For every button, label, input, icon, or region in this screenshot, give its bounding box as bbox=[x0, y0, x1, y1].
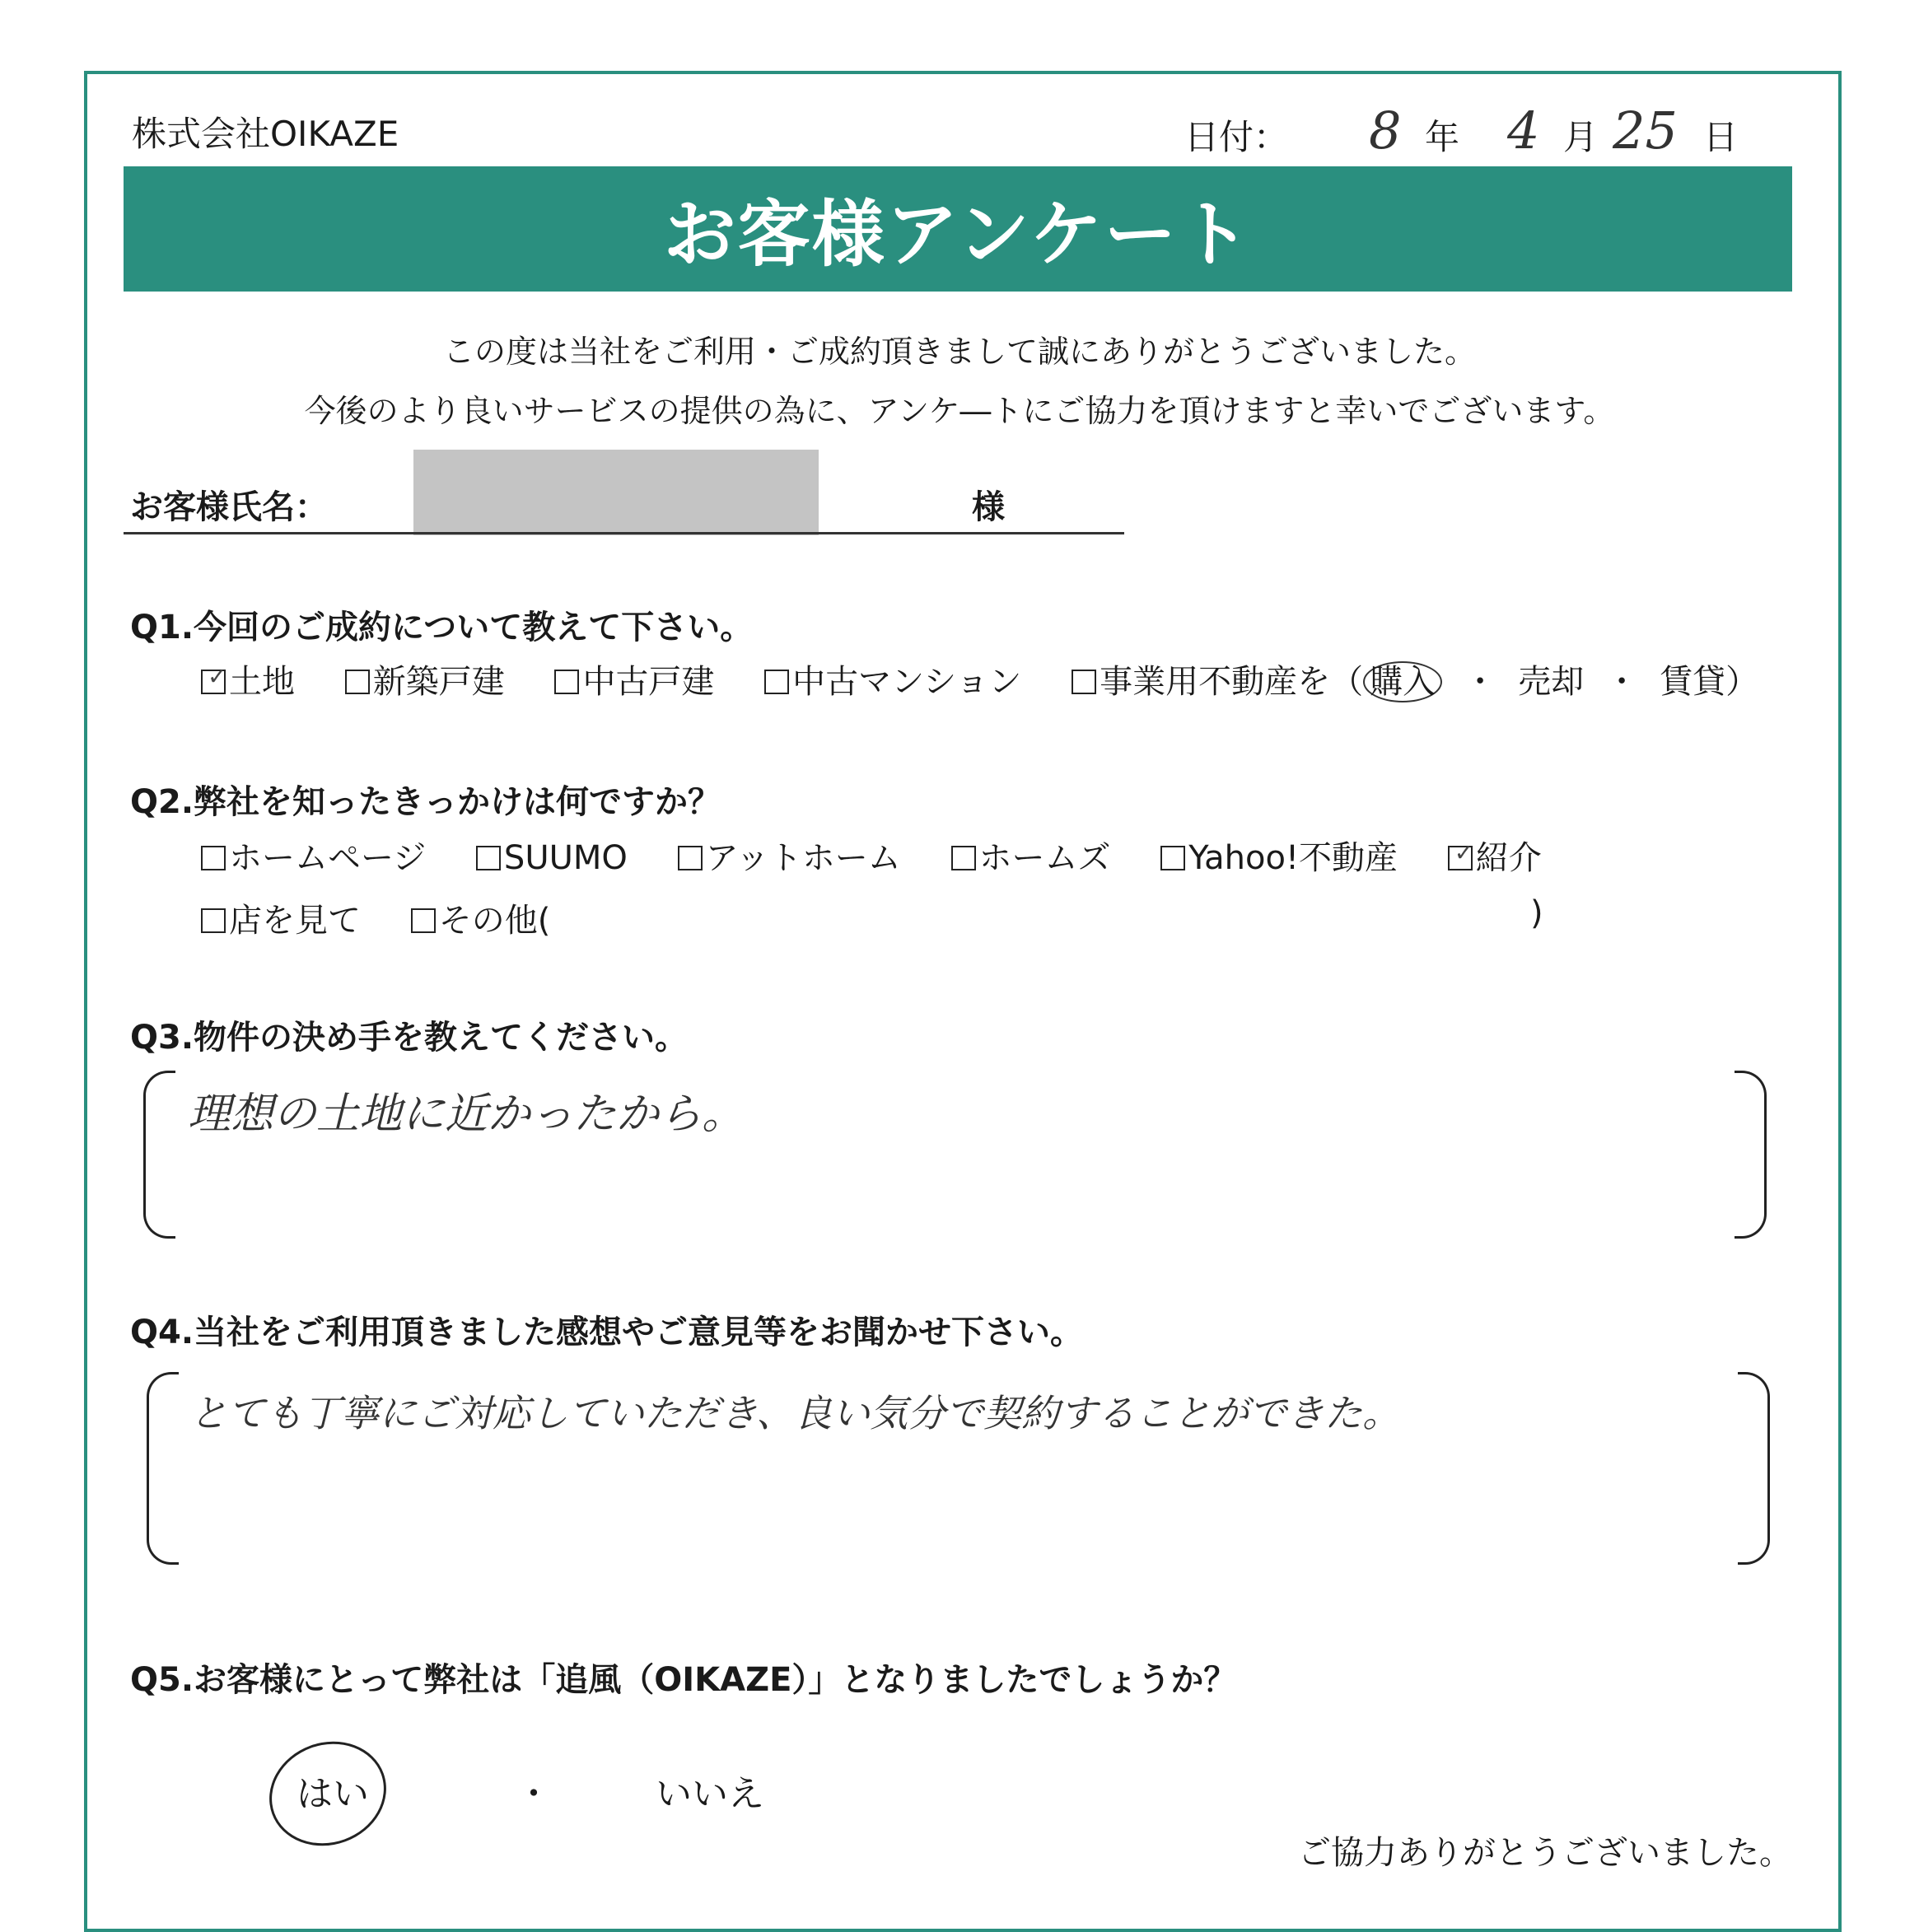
q5-separator: ・ bbox=[516, 1773, 552, 1815]
page-title: お客様アンケート bbox=[663, 192, 1253, 277]
date-month-unit: 月 bbox=[1563, 117, 1599, 157]
q1-choice-rent[interactable]: 賃貸） bbox=[1660, 663, 1759, 701]
date-year-unit: 年 bbox=[1425, 117, 1460, 157]
q2-option-yahoo[interactable]: Yahoo!不動産 bbox=[1160, 839, 1398, 877]
q1-option-used-mansion[interactable]: 中古マンション bbox=[764, 663, 1021, 701]
company-name: 株式会社OIKAZE bbox=[132, 114, 399, 154]
customer-name-redacted bbox=[413, 450, 819, 535]
q4-answer-bracket-right bbox=[1738, 1372, 1770, 1565]
q2-other-close-paren: ) bbox=[1530, 894, 1543, 932]
q1-choice-sale[interactable]: 売却 bbox=[1518, 663, 1585, 701]
date-month-value: 4 bbox=[1507, 100, 1540, 161]
checkbox-icon[interactable] bbox=[951, 846, 976, 870]
checkbox-icon[interactable] bbox=[345, 670, 370, 694]
checkbox-icon[interactable] bbox=[1160, 846, 1185, 870]
q2-question: Q2.弊社を知ったきっかけは何ですか？ bbox=[130, 783, 721, 821]
q1-option-business[interactable]: 事業用不動産を（ 購入 ・ 売却 ・ 賃貸） bbox=[1072, 663, 1758, 701]
checkbox-icon[interactable] bbox=[201, 908, 226, 933]
q1-option-used-house[interactable]: 中古戸建 bbox=[554, 663, 714, 701]
q3-answer-bracket-left bbox=[143, 1071, 175, 1239]
q2-option-suumo[interactable]: SUUMO bbox=[476, 839, 628, 877]
q1-question: Q1.今回のご成約について教えて下さい。 bbox=[130, 609, 754, 646]
q1-choice-purchase-circled[interactable]: 購入 bbox=[1363, 661, 1442, 702]
q3-answer[interactable]: 理想の土地に近かったから。 bbox=[188, 1090, 745, 1139]
q2-option-homes[interactable]: ホームズ bbox=[951, 839, 1111, 877]
q5-answer-no[interactable]: いいえ bbox=[656, 1773, 764, 1815]
intro-line-2: 今後のより良いサービスの提供の為に、アンケ―トにご協力を頂けますと幸いでございます。 bbox=[304, 393, 1615, 429]
q2-options-row-2 bbox=[201, 894, 550, 941]
q2-option-homepage[interactable]: ホームページ bbox=[201, 839, 426, 877]
checkbox-icon[interactable] bbox=[1072, 670, 1096, 694]
q4-answer-bracket-left bbox=[147, 1372, 179, 1565]
checkbox-icon[interactable] bbox=[411, 908, 436, 933]
checkbox-icon[interactable] bbox=[764, 670, 789, 694]
q2-option-athome[interactable]: アットホーム bbox=[678, 839, 901, 877]
q4-question: Q4.当社をご利用頂きました感想やご意見等をお聞かせ下さい。 bbox=[130, 1314, 1084, 1351]
q1-option-land[interactable]: ✓土地 bbox=[201, 663, 295, 701]
customer-name-suffix: 様 bbox=[972, 488, 1005, 526]
q1-option-new-house[interactable]: 新築戸建 bbox=[345, 663, 505, 701]
footer-thanks: ご協力ありがとうございました。 bbox=[1298, 1834, 1792, 1872]
q3-question: Q3.物件の決め手を教えてください。 bbox=[130, 1019, 689, 1057]
q5-question: Q5.お客様にとって弊社は「追風（OIKAZE）」となりましたでしょうか？ bbox=[130, 1661, 1237, 1699]
customer-name-underline bbox=[124, 532, 1124, 534]
intro-line-1: この度は当社をご利用・ご成約頂きまして誠にありがとうございました。 bbox=[442, 334, 1476, 370]
date-label: 日付： bbox=[1184, 117, 1289, 157]
customer-name-label: お客様氏名： bbox=[130, 488, 328, 526]
q3-answer-bracket-right bbox=[1735, 1071, 1767, 1239]
q2-option-other[interactable]: その他( bbox=[411, 902, 551, 940]
q2-option-referral[interactable]: ✓ 紹介 bbox=[1448, 839, 1542, 877]
date-day-unit: 日 bbox=[1703, 117, 1739, 157]
date-year-value: 8 bbox=[1369, 100, 1402, 161]
title-banner bbox=[124, 166, 1792, 292]
checkbox-icon[interactable] bbox=[201, 846, 226, 870]
q5-answer-yes[interactable]: はい bbox=[296, 1773, 369, 1815]
date-day-value: 25 bbox=[1613, 100, 1678, 161]
checkbox-checked-icon[interactable] bbox=[201, 670, 226, 694]
q2-options-row-1 bbox=[201, 832, 1542, 879]
q2-option-store[interactable]: 店を見て bbox=[201, 902, 361, 940]
checkbox-icon[interactable] bbox=[678, 846, 703, 870]
checkbox-icon[interactable] bbox=[476, 846, 501, 870]
checkbox-icon[interactable] bbox=[554, 670, 579, 694]
q4-answer[interactable]: とても丁寧にご対応していただき、良い気分で契約することができた。 bbox=[189, 1391, 1401, 1435]
checkbox-checked-icon[interactable] bbox=[1448, 846, 1473, 870]
q1-options bbox=[201, 656, 1758, 702]
